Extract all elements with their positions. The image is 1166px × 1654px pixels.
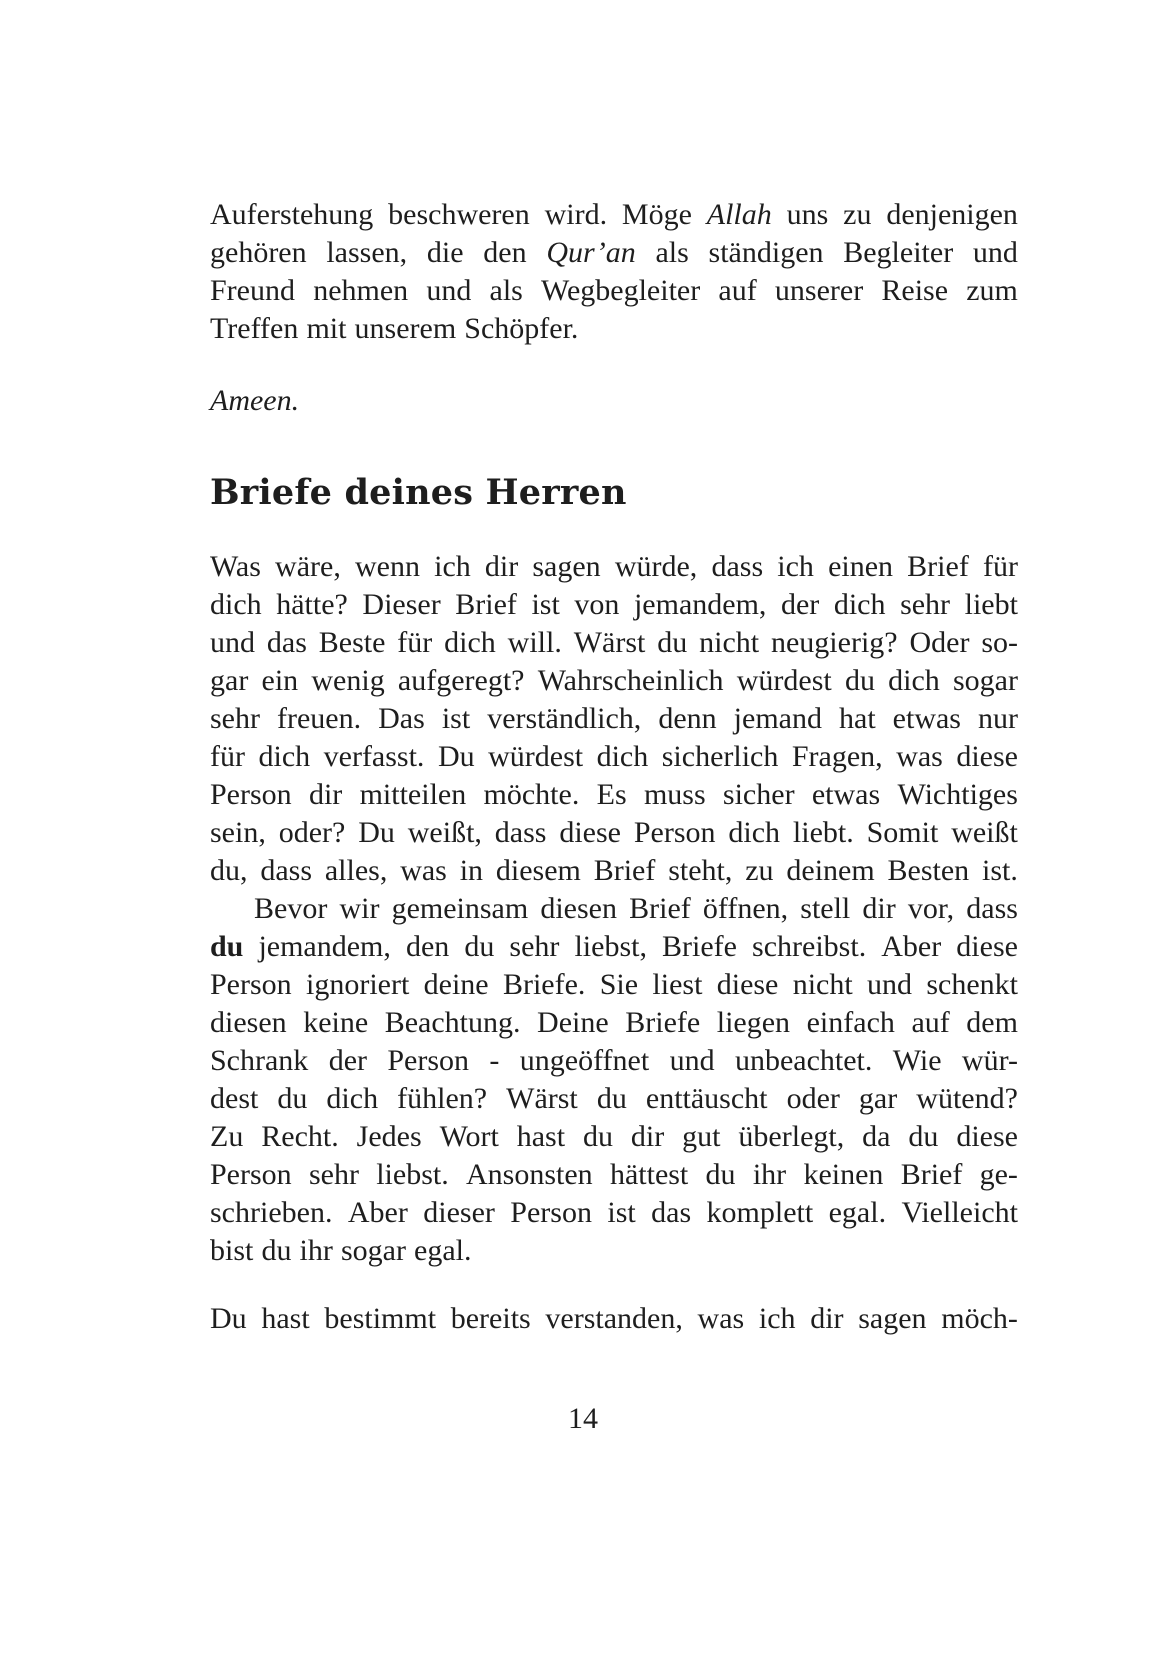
word: Sie [599, 968, 639, 1001]
word: egal. [414, 1234, 472, 1267]
word: Wort [439, 1120, 499, 1153]
word: sehr [210, 702, 260, 735]
word: und [972, 236, 1018, 269]
word: Bevor [254, 892, 328, 925]
word: Person [210, 778, 292, 811]
word: liebst, [574, 930, 647, 963]
word: Möge [621, 198, 692, 231]
word: überlegt, [738, 1120, 845, 1153]
word: schenkt [926, 968, 1018, 1001]
word: auf [911, 1006, 950, 1039]
word: Briefe [662, 930, 737, 963]
word: bist [210, 1234, 254, 1267]
word: sehr [308, 1158, 359, 1191]
word: diese [956, 740, 1018, 773]
word: nur [978, 702, 1018, 735]
word: ist. [982, 854, 1018, 887]
word: schreibst. [752, 930, 867, 963]
word: ist [441, 702, 471, 735]
word: Recht. [261, 1120, 339, 1153]
word: nicht [699, 626, 760, 659]
word: sehr [900, 588, 951, 621]
word: du [844, 664, 875, 697]
word: zu [843, 198, 872, 231]
word: in [459, 854, 484, 887]
word: du [908, 1120, 939, 1153]
word: einfach [806, 1006, 895, 1039]
spacer [210, 1270, 1018, 1300]
word: jemandem, [258, 930, 391, 963]
spacer [210, 420, 1018, 468]
word: wenn [354, 550, 420, 583]
word: als [489, 274, 523, 307]
word: Person [210, 1158, 292, 1191]
text-line [210, 1194, 1018, 1232]
word: ich [434, 550, 471, 583]
word: dir [484, 550, 519, 583]
word: hast [261, 1302, 310, 1335]
word: liebt [964, 588, 1018, 621]
closing-word [210, 382, 299, 420]
word: Somit [866, 816, 939, 849]
word [546, 234, 635, 272]
word: etwas [892, 702, 961, 735]
word: deine [423, 968, 489, 1001]
word: wir [339, 892, 380, 925]
italic-word: Qur’an [546, 236, 636, 269]
word: dass [966, 892, 1018, 925]
word: Wegbegleiter [541, 274, 701, 307]
word: Wahrscheinlich [537, 664, 724, 697]
word: Oder [909, 626, 970, 659]
word: ge- [979, 1158, 1018, 1191]
spacer [210, 518, 1018, 548]
word: sicherlich [661, 740, 779, 773]
word: Briefe. [502, 968, 586, 1001]
word: dass [494, 816, 547, 849]
text-line [210, 586, 1018, 624]
spacer [210, 348, 1018, 382]
word: würde, [614, 550, 698, 583]
word: Treffen [210, 312, 299, 345]
word: liegen [716, 1006, 791, 1039]
word: Was [210, 550, 261, 583]
word: dich [326, 1082, 379, 1115]
word: diesem [495, 854, 581, 887]
word: Person [387, 1044, 470, 1077]
word: möch- [941, 1302, 1018, 1335]
page-number: 14 [568, 1402, 598, 1435]
word: Aber [347, 1196, 408, 1229]
word: dich [888, 664, 940, 697]
word: Es [596, 778, 627, 811]
word: jemandem, [633, 588, 767, 621]
word: dich [258, 740, 311, 773]
text-line [210, 272, 1018, 310]
word: Fragen, [791, 740, 883, 773]
word: weißt, [407, 816, 482, 849]
word: ungeöffnet [519, 1044, 650, 1077]
closing-text: Ameen. [210, 384, 300, 417]
word: würdest [488, 740, 584, 773]
word: dich [444, 626, 496, 659]
word: du [657, 626, 688, 659]
word: dieser [423, 1196, 495, 1229]
word: komplett [706, 1196, 814, 1229]
word: Begleiter [843, 236, 954, 269]
word: gehören [210, 236, 307, 269]
word: das [266, 626, 307, 659]
word: dich [210, 588, 262, 621]
word: dass [711, 550, 764, 583]
word: Freund [210, 274, 295, 307]
word: ständigen [708, 236, 824, 269]
section-title: Briefe deines Herren [210, 472, 627, 513]
word: und [426, 274, 472, 307]
word: du [464, 930, 495, 963]
word: Das [378, 702, 425, 735]
word: dir [630, 1120, 665, 1153]
word: wäre, [275, 550, 341, 583]
word: einen [828, 550, 894, 583]
word: zu [745, 854, 774, 887]
word: du [705, 1158, 736, 1191]
word: die [426, 236, 464, 269]
word: für [210, 740, 245, 773]
word: würdest [736, 664, 832, 697]
paragraph-2 [210, 890, 1018, 1270]
word: was [400, 854, 447, 887]
word: gut [682, 1120, 721, 1153]
word: schrieben. [210, 1196, 333, 1229]
word: wür- [961, 1044, 1018, 1077]
word: Dieser [362, 588, 441, 621]
word: Jedes [356, 1120, 422, 1153]
text-line [210, 234, 1018, 272]
word: dich [833, 588, 886, 621]
word: den [405, 930, 450, 963]
text-line [210, 624, 1018, 662]
word: und [867, 968, 913, 1001]
word: Brief [455, 588, 517, 621]
word: jemand [733, 702, 822, 735]
word: sogar [953, 664, 1018, 697]
word: hätte? [276, 588, 348, 621]
word [210, 928, 243, 966]
word: diese [956, 930, 1018, 963]
paragraph-1 [210, 548, 1018, 890]
word: bereits [450, 1302, 531, 1335]
word: ihr [752, 1158, 787, 1191]
word: Beachtung. [384, 1006, 521, 1039]
word: Brief [907, 550, 969, 583]
word: Person [210, 968, 292, 1001]
word: möchte. [483, 778, 580, 811]
word: Ansonsten [466, 1158, 593, 1191]
word: deinem [786, 854, 875, 887]
book-page [210, 196, 1018, 1338]
word: lassen, [326, 236, 408, 269]
word: Wie [892, 1044, 942, 1077]
text-line [210, 1004, 1018, 1042]
word: ist [531, 588, 560, 621]
word: Person [633, 816, 716, 849]
word: dir [862, 892, 896, 925]
text-line [210, 1042, 1018, 1080]
text-line [210, 662, 1018, 700]
word: so- [981, 626, 1018, 659]
italic-word: Allah [706, 198, 772, 231]
word: sagen [532, 550, 601, 583]
word: von [574, 588, 620, 621]
text-line [210, 890, 1018, 928]
word: öffnen, [702, 892, 789, 925]
word: dem [966, 1006, 1018, 1039]
word: beschweren [388, 198, 530, 231]
word: das [651, 1196, 692, 1229]
word: Du [210, 1302, 247, 1335]
text-line [210, 1232, 1018, 1270]
word: für [982, 550, 1018, 583]
word: nicht [792, 968, 853, 1001]
word: denn [658, 702, 717, 735]
word: sagen [858, 1302, 927, 1335]
word: der [328, 1044, 367, 1077]
word: verstanden, [545, 1302, 683, 1335]
word: bestimmt [324, 1302, 437, 1335]
text-line [210, 1156, 1018, 1194]
word: sogar [340, 1234, 406, 1267]
word: Wärst [506, 1082, 578, 1115]
word: du [596, 1082, 627, 1115]
word: ich [758, 1302, 796, 1335]
text-line [210, 928, 1018, 966]
word: Du [437, 740, 475, 773]
word: als [655, 236, 689, 269]
word: da [862, 1120, 891, 1153]
text-line [210, 966, 1018, 1004]
bold-word: du [210, 930, 244, 963]
word: Zu [210, 1120, 244, 1153]
word: nehmen [313, 274, 409, 307]
word: dest [210, 1082, 259, 1115]
word: Besten [887, 854, 970, 887]
text-line [210, 814, 1018, 852]
word: sehr [509, 930, 560, 963]
word: verständlich, [487, 702, 642, 735]
word: gar [210, 664, 249, 697]
word: Du [358, 816, 395, 849]
word: zum [966, 274, 1018, 307]
word: diesen [210, 1006, 287, 1039]
word: dir [810, 1302, 844, 1335]
word: uns [786, 198, 829, 231]
word: du [277, 1082, 308, 1115]
text-line [210, 738, 1018, 776]
word: Vielleicht [901, 1196, 1018, 1229]
word: keinen [803, 1158, 884, 1191]
word: - [489, 1044, 500, 1077]
word: ich [777, 550, 814, 583]
word: will. [507, 626, 562, 659]
word: Schrank [210, 1044, 309, 1077]
word: Deine [537, 1006, 609, 1039]
word: du, [210, 854, 248, 887]
word: dass [260, 854, 313, 887]
word: steht, [668, 854, 733, 887]
word: ihr [299, 1234, 333, 1267]
word: hättest [609, 1158, 689, 1191]
word: Brief [629, 892, 691, 925]
word: weißt [951, 816, 1018, 849]
word: du [261, 1234, 292, 1267]
word: Briefe [625, 1006, 701, 1039]
word: Wichtiges [897, 778, 1018, 811]
word: diese [956, 1120, 1018, 1153]
word: keine [303, 1006, 369, 1039]
word: unserem [354, 312, 457, 345]
word: Schöpfer. [464, 312, 579, 345]
word: verfasst. [323, 740, 425, 773]
word: ist [607, 1196, 636, 1229]
word: für [397, 626, 433, 659]
word: dich [728, 816, 781, 849]
word: sicher [722, 778, 795, 811]
word: muss [643, 778, 706, 811]
intro-paragraph [210, 196, 1018, 348]
word: diesen [540, 892, 617, 925]
word [707, 196, 772, 234]
word: auf [718, 274, 757, 307]
word: Person [510, 1196, 592, 1229]
word: sein, [210, 816, 266, 849]
paragraph-3 [210, 1300, 1018, 1338]
word: ignoriert [306, 968, 410, 1001]
word: unserer [774, 274, 864, 307]
text-line [210, 1080, 1018, 1118]
word: unbeachtet. [734, 1044, 873, 1077]
text-line [210, 196, 1018, 234]
word: Brief [900, 1158, 963, 1191]
word: was [896, 740, 943, 773]
word: dich [596, 740, 649, 773]
text-line [210, 548, 1018, 586]
word: den [483, 236, 527, 269]
word: liebt. [792, 816, 854, 849]
word: und [210, 626, 255, 659]
text-line [210, 1300, 1018, 1338]
word: oder [786, 1082, 840, 1115]
word: stell [800, 892, 851, 925]
word: vor, [907, 892, 955, 925]
word: dir [308, 778, 343, 811]
word: neugierig? [770, 626, 898, 659]
closing-line [210, 382, 1018, 420]
word: gar [858, 1082, 898, 1115]
word: oder? [278, 816, 346, 849]
word: egal. [828, 1196, 887, 1229]
word: Reise [881, 274, 949, 307]
word: Auferstehung [210, 198, 374, 231]
word: fühlen? [397, 1082, 488, 1115]
word: liest [652, 968, 703, 1001]
text-line [210, 776, 1018, 814]
word: Wärst [573, 626, 646, 659]
word: diese [716, 968, 779, 1001]
text-line [210, 700, 1018, 738]
word: Brief [593, 854, 656, 887]
word: freuen. [277, 702, 362, 735]
word: enttäuscht [645, 1082, 768, 1115]
word: wird. [544, 198, 608, 231]
word: mit [306, 312, 347, 345]
word: hast [516, 1120, 566, 1153]
word: hat [839, 702, 876, 735]
word: du [582, 1120, 613, 1153]
word: und [669, 1044, 715, 1077]
word: der [780, 588, 820, 621]
word: wenig [311, 664, 385, 697]
word: ein [261, 664, 299, 697]
word: etwas [811, 778, 881, 811]
word: aufgeregt? [397, 664, 525, 697]
word: alles, [324, 854, 388, 887]
word: gemeinsam [391, 892, 529, 925]
word: Aber [881, 930, 942, 963]
word: was [697, 1302, 745, 1335]
word: wütend? [916, 1082, 1018, 1115]
word: Beste [318, 626, 386, 659]
word: diese [559, 816, 621, 849]
text-line [210, 1118, 1018, 1156]
text-line [210, 852, 1018, 890]
word: mitteilen [359, 778, 467, 811]
text-line [210, 310, 1018, 348]
word: denjenigen [886, 198, 1018, 231]
word: liebst. [376, 1158, 449, 1191]
